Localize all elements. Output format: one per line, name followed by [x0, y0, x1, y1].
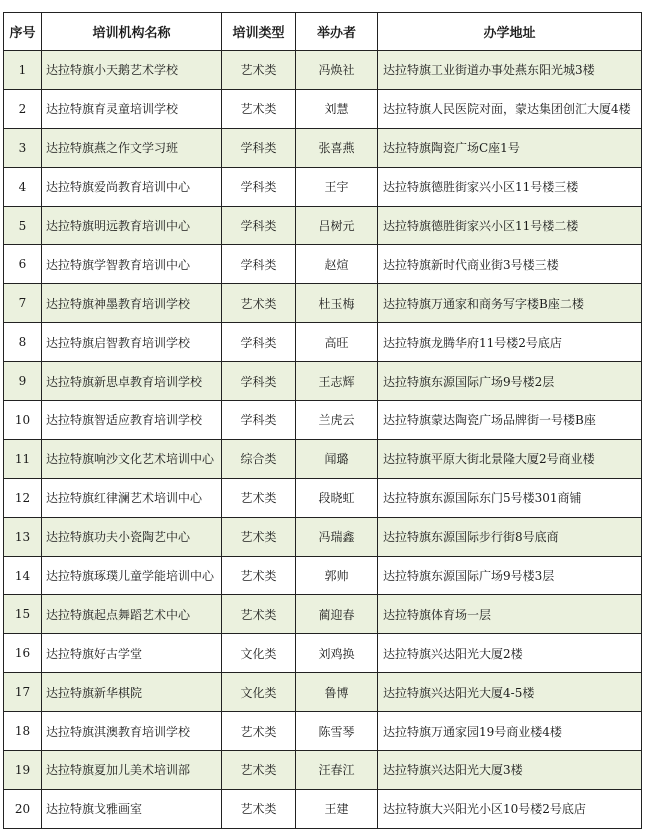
cell-no: 7 [4, 284, 42, 323]
table-row [4, 167, 642, 206]
cell-type: 学科类 [222, 323, 296, 362]
cell-type: 艺术类 [222, 517, 296, 556]
cell-name: 达拉特旗红律澜艺术培训中心 [42, 478, 222, 517]
cell-name: 达拉特旗戈雅画室 [42, 789, 222, 828]
cell-type: 学科类 [222, 167, 296, 206]
cell-type: 学科类 [222, 245, 296, 284]
cell-type: 学科类 [222, 128, 296, 167]
cell-type: 综合类 [222, 439, 296, 478]
cell-no: 9 [4, 362, 42, 401]
cell-no: 19 [4, 751, 42, 790]
table-row [4, 89, 642, 128]
cell-no: 10 [4, 401, 42, 440]
cell-type: 艺术类 [222, 751, 296, 790]
cell-organizer: 郭帅 [296, 556, 378, 595]
header-no: 序号 [4, 13, 42, 51]
cell-organizer: 王建 [296, 789, 378, 828]
cell-organizer: 鲁博 [296, 673, 378, 712]
cell-organizer: 刘慧 [296, 89, 378, 128]
cell-type: 学科类 [222, 362, 296, 401]
table-row [4, 245, 642, 284]
cell-organizer: 冯瑞鑫 [296, 517, 378, 556]
cell-name: 达拉特旗小天鹅艺术学校 [42, 51, 222, 90]
cell-organizer: 吕树元 [296, 206, 378, 245]
cell-address: 达拉特旗德胜街家兴小区11号楼三楼 [378, 167, 642, 206]
cell-name: 达拉特旗燕之作文学习班 [42, 128, 222, 167]
header-row [4, 13, 642, 51]
cell-address: 达拉特旗东源国际广场9号楼3层 [378, 556, 642, 595]
header-address: 办学地址 [378, 13, 642, 51]
cell-organizer: 段晓虹 [296, 478, 378, 517]
cell-type: 艺术类 [222, 284, 296, 323]
table-row [4, 323, 642, 362]
cell-organizer: 闻璐 [296, 439, 378, 478]
cell-no: 11 [4, 439, 42, 478]
cell-address: 达拉特旗兴达阳光大厦3楼 [378, 751, 642, 790]
cell-no: 3 [4, 128, 42, 167]
cell-name: 达拉特旗淇澳教育培训学校 [42, 712, 222, 751]
cell-name: 达拉特旗琢璞儿童学能培训中心 [42, 556, 222, 595]
cell-address: 达拉特旗德胜街家兴小区11号楼二楼 [378, 206, 642, 245]
cell-no: 4 [4, 167, 42, 206]
cell-no: 17 [4, 673, 42, 712]
cell-type: 学科类 [222, 401, 296, 440]
cell-name: 达拉特旗夏加儿美术培训部 [42, 751, 222, 790]
cell-address: 达拉特旗东源国际步行街8号底商 [378, 517, 642, 556]
table-row [4, 362, 642, 401]
cell-organizer: 杜玉梅 [296, 284, 378, 323]
table-row [4, 634, 642, 673]
cell-no: 8 [4, 323, 42, 362]
table-header [4, 13, 642, 51]
cell-organizer: 陈雪琴 [296, 712, 378, 751]
table-row [4, 128, 642, 167]
table-body [4, 51, 642, 829]
table-row [4, 595, 642, 634]
cell-type: 艺术类 [222, 51, 296, 90]
table-row [4, 556, 642, 595]
table-row [4, 51, 642, 90]
table-row [4, 206, 642, 245]
table-row [4, 712, 642, 751]
cell-type: 艺术类 [222, 89, 296, 128]
cell-organizer: 冯焕社 [296, 51, 378, 90]
cell-organizer: 刘鸡换 [296, 634, 378, 673]
cell-name: 达拉特旗起点舞蹈艺术中心 [42, 595, 222, 634]
cell-address: 达拉特旗平原大街北景隆大厦2号商业楼 [378, 439, 642, 478]
training-institutions-table [3, 12, 642, 829]
cell-address: 达拉特旗兴达阳光大厦2楼 [378, 634, 642, 673]
table-row [4, 284, 642, 323]
table-row [4, 439, 642, 478]
cell-organizer: 高旺 [296, 323, 378, 362]
cell-name: 达拉特旗神墨教育培训学校 [42, 284, 222, 323]
table-row [4, 751, 642, 790]
cell-address: 达拉特旗体育场一层 [378, 595, 642, 634]
cell-type: 艺术类 [222, 478, 296, 517]
cell-no: 14 [4, 556, 42, 595]
cell-address: 达拉特旗龙腾华府11号楼2号底店 [378, 323, 642, 362]
cell-organizer: 张喜燕 [296, 128, 378, 167]
cell-no: 16 [4, 634, 42, 673]
cell-name: 达拉特旗功夫小瓷陶艺中心 [42, 517, 222, 556]
cell-type: 艺术类 [222, 595, 296, 634]
cell-address: 达拉特旗万通家和商务写字楼B座二楼 [378, 284, 642, 323]
cell-address: 达拉特旗工业街道办事处燕东阳光城3楼 [378, 51, 642, 90]
cell-address: 达拉特旗万通家园19号商业楼4楼 [378, 712, 642, 751]
cell-address: 达拉特旗兴达阳光大厦4-5楼 [378, 673, 642, 712]
header-name: 培训机构名称 [42, 13, 222, 51]
cell-name: 达拉特旗新思卓教育培训学校 [42, 362, 222, 401]
cell-name: 达拉特旗好古学堂 [42, 634, 222, 673]
table-row [4, 478, 642, 517]
header-organizer: 举办者 [296, 13, 378, 51]
cell-no: 12 [4, 478, 42, 517]
cell-no: 6 [4, 245, 42, 284]
cell-type: 学科类 [222, 206, 296, 245]
cell-address: 达拉特旗陶瓷广场C座1号 [378, 128, 642, 167]
cell-name: 达拉特旗启智教育培训学校 [42, 323, 222, 362]
cell-name: 达拉特旗育灵童培训学校 [42, 89, 222, 128]
cell-name: 达拉特旗响沙文化艺术培训中心 [42, 439, 222, 478]
cell-no: 5 [4, 206, 42, 245]
cell-organizer: 汪春江 [296, 751, 378, 790]
cell-address: 达拉特旗新时代商业街3号楼三楼 [378, 245, 642, 284]
cell-address: 达拉特旗人民医院对面，蒙达集团创汇大厦4楼 [378, 89, 642, 128]
cell-name: 达拉特旗爱尚教育培训中心 [42, 167, 222, 206]
cell-address: 达拉特旗大兴阳光小区10号楼2号底店 [378, 789, 642, 828]
cell-no: 15 [4, 595, 42, 634]
cell-type: 艺术类 [222, 556, 296, 595]
cell-type: 艺术类 [222, 789, 296, 828]
cell-address: 达拉特旗东源国际东门5号楼301商铺 [378, 478, 642, 517]
cell-no: 13 [4, 517, 42, 556]
table-row [4, 673, 642, 712]
cell-address: 达拉特旗蒙达陶瓷广场品牌街一号楼B座 [378, 401, 642, 440]
cell-no: 20 [4, 789, 42, 828]
table-row [4, 517, 642, 556]
cell-organizer: 兰虎云 [296, 401, 378, 440]
cell-organizer: 王志辉 [296, 362, 378, 401]
cell-name: 达拉特旗学智教育培训中心 [42, 245, 222, 284]
cell-name: 达拉特旗智适应教育培训学校 [42, 401, 222, 440]
cell-organizer: 王宇 [296, 167, 378, 206]
cell-no: 2 [4, 89, 42, 128]
header-type: 培训类型 [222, 13, 296, 51]
cell-name: 达拉特旗新华棋院 [42, 673, 222, 712]
cell-organizer: 赵煊 [296, 245, 378, 284]
cell-organizer: 蔺迎春 [296, 595, 378, 634]
table-row [4, 401, 642, 440]
cell-type: 艺术类 [222, 712, 296, 751]
document-page [3, 12, 641, 829]
cell-type: 文化类 [222, 673, 296, 712]
cell-address: 达拉特旗东源国际广场9号楼2层 [378, 362, 642, 401]
cell-name: 达拉特旗明远教育培训中心 [42, 206, 222, 245]
cell-type: 文化类 [222, 634, 296, 673]
table-row [4, 789, 642, 828]
cell-no: 18 [4, 712, 42, 751]
cell-no: 1 [4, 51, 42, 90]
